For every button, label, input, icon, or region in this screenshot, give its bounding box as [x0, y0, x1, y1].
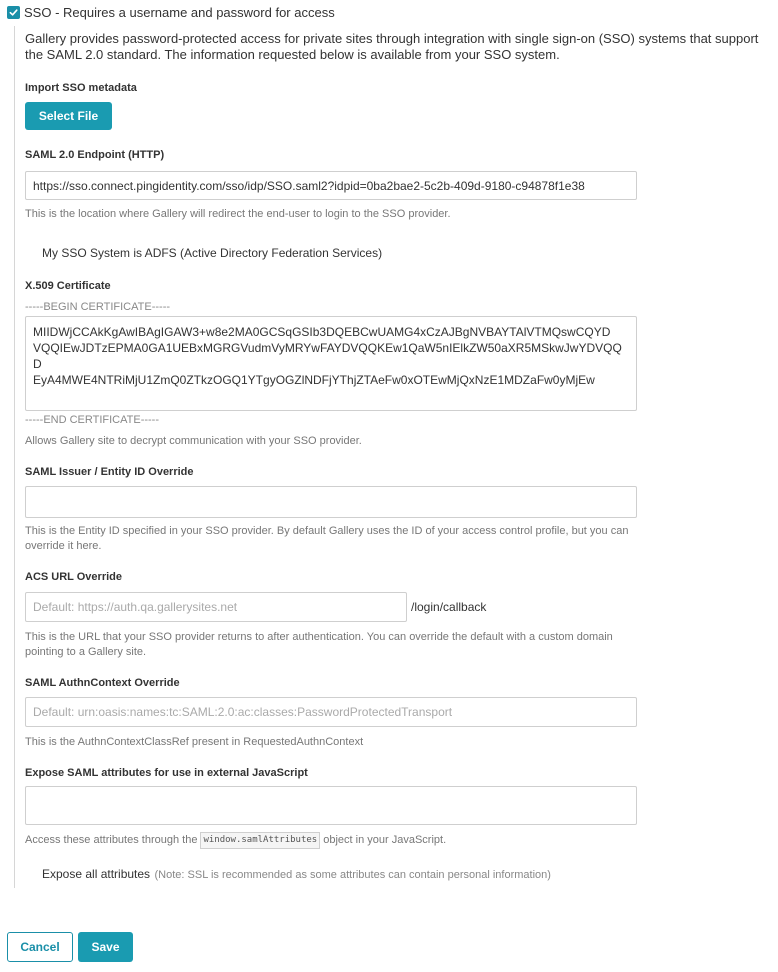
acs-label: ACS URL Override	[25, 571, 122, 583]
expose-help-before: Access these attributes through the	[25, 834, 198, 846]
issuer-label: SAML Issuer / Entity ID Override	[25, 466, 194, 478]
expose-all-label: Expose all attributes	[42, 867, 151, 881]
endpoint-label: SAML 2.0 Endpoint (HTTP)	[25, 149, 165, 161]
endpoint-input[interactable]	[25, 171, 637, 200]
authn-help: This is the AuthnContextClassRef present in RequestedAuthnContext	[25, 736, 364, 748]
endpoint-help: This is the location where Gallery will redirect the end-user to login to the SSO provider.	[25, 208, 451, 220]
certificate-textarea[interactable]: MIIDWjCCAkKgAwIBAgIGAW3+w8e2MA0GCSqGSIb3DQEBCwUAMG4xCzAJBgNVBAYTAlVTMQswCQYD VQQIEwJDTzEPMA0GA1UEBxMGRGVudmVyMRYwFAYDVQQKEw1QaW5nIElkZW50aXR5MSkwJwYDVQQD EyA4MWE4NTRiMjU1ZmQ0ZTkzOGQ1YTgyOGZlNDFjYThjZTAeFw0xOTEwMjQxNzE1MDZaFw0yMjEw	[25, 316, 637, 411]
acs-help: This is the URL that your SSO provider returns to after authentication. You can override the default with a custom domain pointing to a Gallery site.	[25, 631, 613, 658]
sso-label: SSO - Requires a username and password for access	[24, 5, 335, 20]
sso-checkbox[interactable]	[7, 6, 20, 19]
cancel-button[interactable]: Cancel	[7, 932, 73, 962]
expose-all-note: (Note: SSL is recommended as some attributes can contain personal information)	[154, 869, 551, 881]
check-icon	[9, 8, 18, 17]
certificate-begin-marker: -----BEGIN CERTIFICATE-----	[25, 301, 171, 313]
expose-help-after: object in your JavaScript.	[323, 834, 447, 846]
expose-label: Expose SAML attributes for use in external JavaScript	[25, 767, 308, 779]
authn-label: SAML AuthnContext Override	[25, 677, 180, 689]
save-button[interactable]: Save	[78, 932, 133, 962]
sso-description: Gallery provides password-protected access for private sites through integration with single sign-on (SSO) systems that support the SAML 2.0 standard. The information requested below is available from your SSO system.	[25, 31, 759, 62]
sso-toggle-row[interactable]	[7, 5, 335, 20]
certificate-end-marker: -----END CERTIFICATE-----	[25, 414, 160, 426]
acs-url-input[interactable]	[25, 592, 407, 622]
expose-help	[25, 832, 446, 849]
endpoint-value: https://sso.connect.pingidentity.com/sso/idp/SSO.saml2?idpid=0ba2bae2-5c2b-409d-9180-c94878f1e38	[33, 178, 585, 193]
import-metadata-label: Import SSO metadata	[25, 82, 137, 94]
expose-all-option[interactable]	[42, 865, 551, 883]
certificate-help: Allows Gallery site to decrypt communication with your SSO provider.	[25, 435, 362, 447]
issuer-help: This is the Entity ID specified in your SSO provider. By default Gallery uses the ID of your access control profile, but you can override it here.	[25, 525, 629, 552]
authn-context-input[interactable]	[25, 697, 637, 727]
adfs-option[interactable]: My SSO System is ADFS (Active Directory Federation Services)	[42, 246, 383, 260]
acs-suffix: /login/callback	[411, 600, 487, 614]
issuer-input[interactable]	[25, 486, 637, 518]
saml-attributes-code: window.samlAttributes	[200, 832, 320, 849]
select-file-button[interactable]: Select File	[25, 102, 112, 130]
expose-attributes-input[interactable]	[25, 786, 637, 825]
certificate-label: X.509 Certificate	[25, 280, 111, 292]
section-divider-line	[14, 26, 15, 888]
